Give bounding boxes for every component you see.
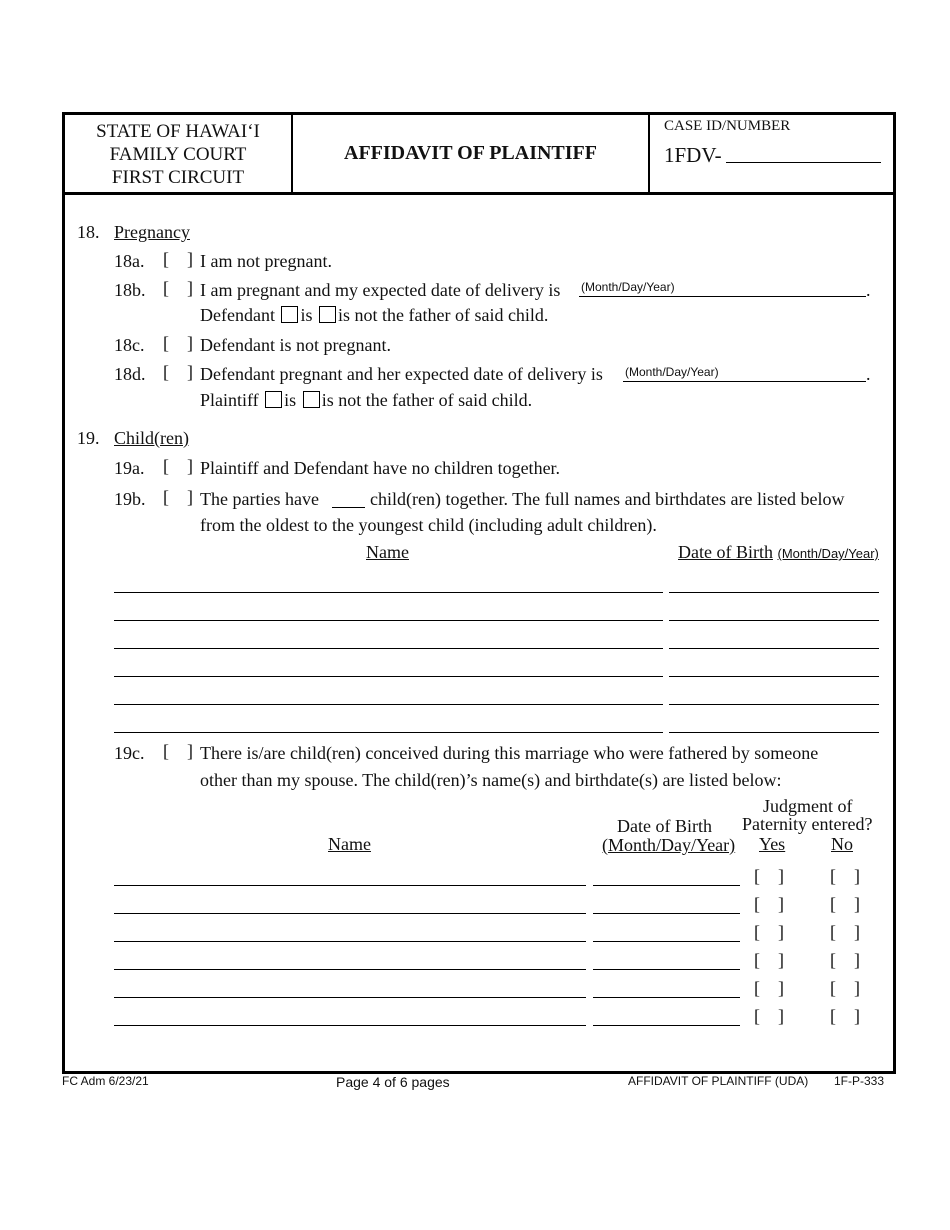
section-18-heading: Pregnancy [114, 222, 190, 242]
checkbox-yes[interactable]: [ ] [754, 950, 784, 970]
item-19b-text-pre: The parties have [200, 489, 319, 509]
checkbox-19c[interactable]: [ ] [163, 741, 193, 761]
item-19b-text-post: child(ren) together. The full names and birthdates are listed below [370, 489, 845, 509]
col-dob-header [678, 542, 879, 563]
checkbox-19a[interactable]: [ ] [163, 456, 193, 476]
child-name-field[interactable] [114, 732, 663, 733]
is-label: is [300, 305, 313, 325]
section-19-number: 19. [77, 428, 100, 448]
child-dob-field[interactable] [593, 913, 740, 914]
child-name-field[interactable] [114, 969, 586, 970]
checkbox-yes[interactable]: [ ] [754, 922, 784, 942]
col-dob-header-1: Date of Birth [617, 816, 712, 836]
case-number-box [650, 115, 893, 192]
item-18b-number: 18b. [114, 280, 146, 300]
checkbox-no[interactable]: [ ] [830, 1006, 860, 1026]
checkbox-no[interactable]: [ ] [830, 922, 860, 942]
item-18d-number: 18d. [114, 364, 146, 384]
court-name [65, 115, 293, 192]
is-not-label: is not the father of said child. [321, 390, 533, 410]
period: . [866, 280, 871, 300]
col-dob-label: Date of Birth [678, 542, 773, 562]
child-name-field[interactable] [114, 704, 663, 705]
checkbox-18d[interactable]: [ ] [163, 362, 193, 382]
col-judgment-header-2: Paternity entered? [742, 814, 873, 834]
checkbox-18b[interactable]: [ ] [163, 278, 193, 298]
child-name-field[interactable] [114, 676, 663, 677]
child-dob-field[interactable] [593, 997, 740, 998]
delivery-date-field-18d[interactable] [623, 381, 866, 382]
checkbox-plaintiff-is[interactable] [265, 391, 282, 408]
item-19c-text: There is/are child(ren) conceived during this marriage who were fathered by someone [200, 743, 819, 763]
checkbox-no[interactable]: [ ] [830, 978, 860, 998]
child-name-field[interactable] [114, 913, 586, 914]
col-no-header: No [831, 834, 853, 854]
child-name-field[interactable] [114, 885, 586, 886]
is-label: is [284, 390, 297, 410]
item-18b-text: I am pregnant and my expected date of delivery is [200, 280, 561, 300]
item-18c-number: 18c. [114, 335, 145, 355]
court-line-2: FAMILY COURT [109, 144, 247, 165]
checkbox-yes[interactable]: [ ] [754, 894, 784, 914]
title-text: AFFIDAVIT OF PLAINTIFF [344, 142, 597, 164]
date-hint-18d: (Month/Day/Year) [625, 365, 719, 379]
child-dob-field[interactable] [669, 620, 879, 621]
child-dob-field[interactable] [669, 648, 879, 649]
checkbox-yes[interactable]: [ ] [754, 866, 784, 886]
child-dob-field[interactable] [669, 704, 879, 705]
item-19c-number: 19c. [114, 743, 145, 763]
checkbox-no[interactable]: [ ] [830, 894, 860, 914]
child-dob-field[interactable] [593, 1025, 740, 1026]
checkbox-plaintiff-is-not[interactable] [303, 391, 320, 408]
child-name-field[interactable] [114, 620, 663, 621]
case-label: CASE ID/NUMBER [664, 118, 791, 134]
child-name-field[interactable] [114, 997, 586, 998]
defendant-label: Defendant [200, 305, 275, 325]
case-number-field[interactable] [726, 162, 881, 163]
child-dob-field[interactable] [669, 676, 879, 677]
footer-form-date: FC Adm 6/23/21 [62, 1074, 149, 1088]
item-18a-text: I am not pregnant. [200, 251, 332, 271]
item-18d-text: Defendant pregnant and her expected date of delivery is [200, 364, 603, 384]
child-name-field[interactable] [114, 648, 663, 649]
child-dob-field[interactable] [593, 885, 740, 886]
date-hint-18b: (Month/Day/Year) [581, 280, 675, 294]
checkbox-18a[interactable]: [ ] [163, 249, 193, 269]
item-19b-text-line2: from the oldest to the youngest child (including adult children). [200, 515, 657, 535]
plaintiff-label: Plaintiff [200, 390, 259, 410]
col-name-header: Name [366, 542, 409, 562]
court-line-1: STATE OF HAWAI‘I [96, 121, 260, 142]
child-name-field[interactable] [114, 941, 586, 942]
checkbox-defendant-is-not[interactable] [319, 306, 336, 323]
section-19-heading: Child(ren) [114, 428, 189, 448]
item-18c-text: Defendant is not pregnant. [200, 335, 391, 355]
is-not-label: is not the father of said child. [337, 305, 549, 325]
checkbox-yes[interactable]: [ ] [754, 978, 784, 998]
footer-page-number: Page 4 of 6 pages [336, 1074, 450, 1090]
checkbox-yes[interactable]: [ ] [754, 1006, 784, 1026]
footer-form-number: 1F-P-333 [834, 1074, 885, 1088]
col-dob-hint: (Month/Day/Year) [777, 546, 879, 561]
section-18-number: 18. [77, 222, 100, 242]
court-line-3: FIRST CIRCUIT [111, 167, 245, 188]
child-name-field[interactable] [114, 592, 663, 593]
children-count-field[interactable] [332, 507, 365, 508]
col-judgment-header-1: Judgment of [763, 796, 853, 816]
child-dob-field[interactable] [669, 732, 879, 733]
item-19a-text: Plaintiff and Defendant have no children together. [200, 458, 561, 478]
delivery-date-field-18b[interactable] [579, 296, 866, 297]
col-name-header-19c: Name [328, 834, 371, 854]
item-18a-number: 18a. [114, 251, 145, 271]
item-18d-line2 [200, 390, 532, 411]
period: . [866, 364, 871, 384]
child-dob-field[interactable] [593, 941, 740, 942]
checkbox-no[interactable]: [ ] [830, 950, 860, 970]
item-19a-number: 19a. [114, 458, 145, 478]
child-name-field[interactable] [114, 1025, 586, 1026]
checkbox-no[interactable]: [ ] [830, 866, 860, 886]
item-19c-text-line2: other than my spouse. The child(ren)’s name(s) and birthdate(s) are listed below: [200, 770, 782, 790]
case-prefix: 1FDV- [664, 143, 722, 167]
item-19b-number: 19b. [114, 489, 146, 509]
child-dob-field[interactable] [669, 592, 879, 593]
checkbox-18c[interactable]: [ ] [163, 333, 193, 353]
item-18b-line2 [200, 305, 548, 326]
checkbox-defendant-is[interactable] [281, 306, 298, 323]
form-header [65, 115, 893, 195]
child-dob-field[interactable] [593, 969, 740, 970]
checkbox-19b[interactable]: [ ] [163, 487, 193, 507]
footer-form-name: AFFIDAVIT OF PLAINTIFF (UDA) [628, 1074, 809, 1088]
col-yes-header: Yes [759, 834, 786, 854]
document-title [293, 115, 650, 192]
col-dob-header-2: (Month/Day/Year) [602, 835, 736, 855]
